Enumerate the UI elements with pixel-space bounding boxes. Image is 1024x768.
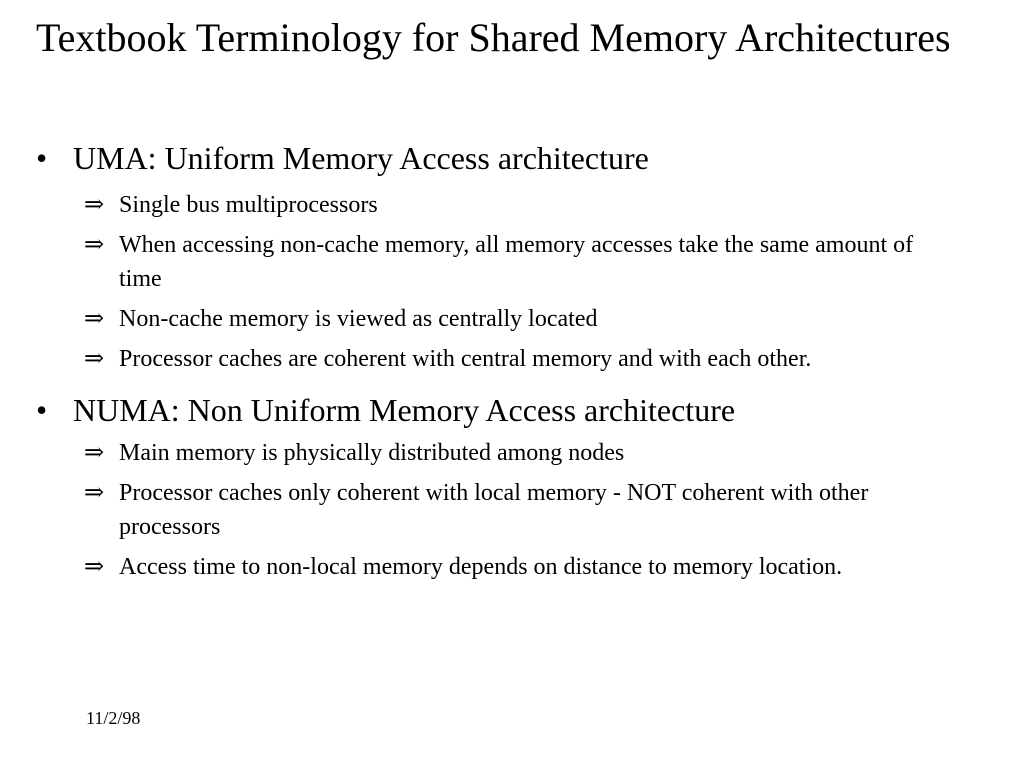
footer-date: 11/2/98 bbox=[86, 708, 141, 728]
list-item bbox=[0, 342, 959, 376]
list-item bbox=[0, 476, 959, 544]
list-item bbox=[0, 550, 959, 584]
implies-arrow-icon: ⇒ bbox=[84, 346, 105, 372]
implies-arrow-icon: ⇒ bbox=[84, 232, 105, 258]
implies-arrow-icon: ⇒ bbox=[84, 440, 105, 466]
section-uma bbox=[0, 138, 1024, 376]
list-item-text: Processor caches only coherent with local memory - NOT coherent with other processors bbox=[119, 480, 869, 540]
list-item-text: Main memory is physically distributed among nodes bbox=[119, 440, 625, 466]
bullet-marker: • bbox=[36, 392, 48, 428]
implies-arrow-icon: ⇒ bbox=[84, 480, 105, 506]
list-item bbox=[0, 436, 959, 470]
list-item-text: Single bus multiprocessors bbox=[119, 192, 378, 218]
bullet-heading-numa bbox=[0, 390, 1024, 430]
bullet-heading-uma bbox=[0, 138, 1024, 178]
sub-list-uma bbox=[0, 188, 1024, 376]
list-item-text: Non-cache memory is viewed as centrally located bbox=[119, 306, 598, 332]
bullet-marker: • bbox=[36, 140, 48, 176]
implies-arrow-icon: ⇒ bbox=[84, 192, 105, 218]
list-item-text: Processor caches are coherent with central memory and with each other. bbox=[119, 346, 812, 372]
sub-list-numa bbox=[0, 436, 1024, 584]
list-item-text: When accessing non-cache memory, all memory accesses take the same amount of time bbox=[119, 232, 914, 292]
bullet-heading-text: UMA: Uniform Memory Access architecture bbox=[73, 140, 649, 176]
list-item bbox=[0, 302, 959, 336]
bullet-heading-text: NUMA: Non Uniform Memory Access architecture bbox=[73, 392, 736, 428]
list-item-text: Access time to non-local memory depends on distance to memory location. bbox=[119, 554, 843, 580]
implies-arrow-icon: ⇒ bbox=[84, 554, 105, 580]
implies-arrow-icon: ⇒ bbox=[84, 306, 105, 332]
list-item bbox=[0, 188, 959, 222]
list-item bbox=[0, 228, 959, 296]
slide-title: Textbook Terminology for Shared Memory Architectures bbox=[36, 15, 951, 60]
section-numa bbox=[0, 390, 1024, 584]
